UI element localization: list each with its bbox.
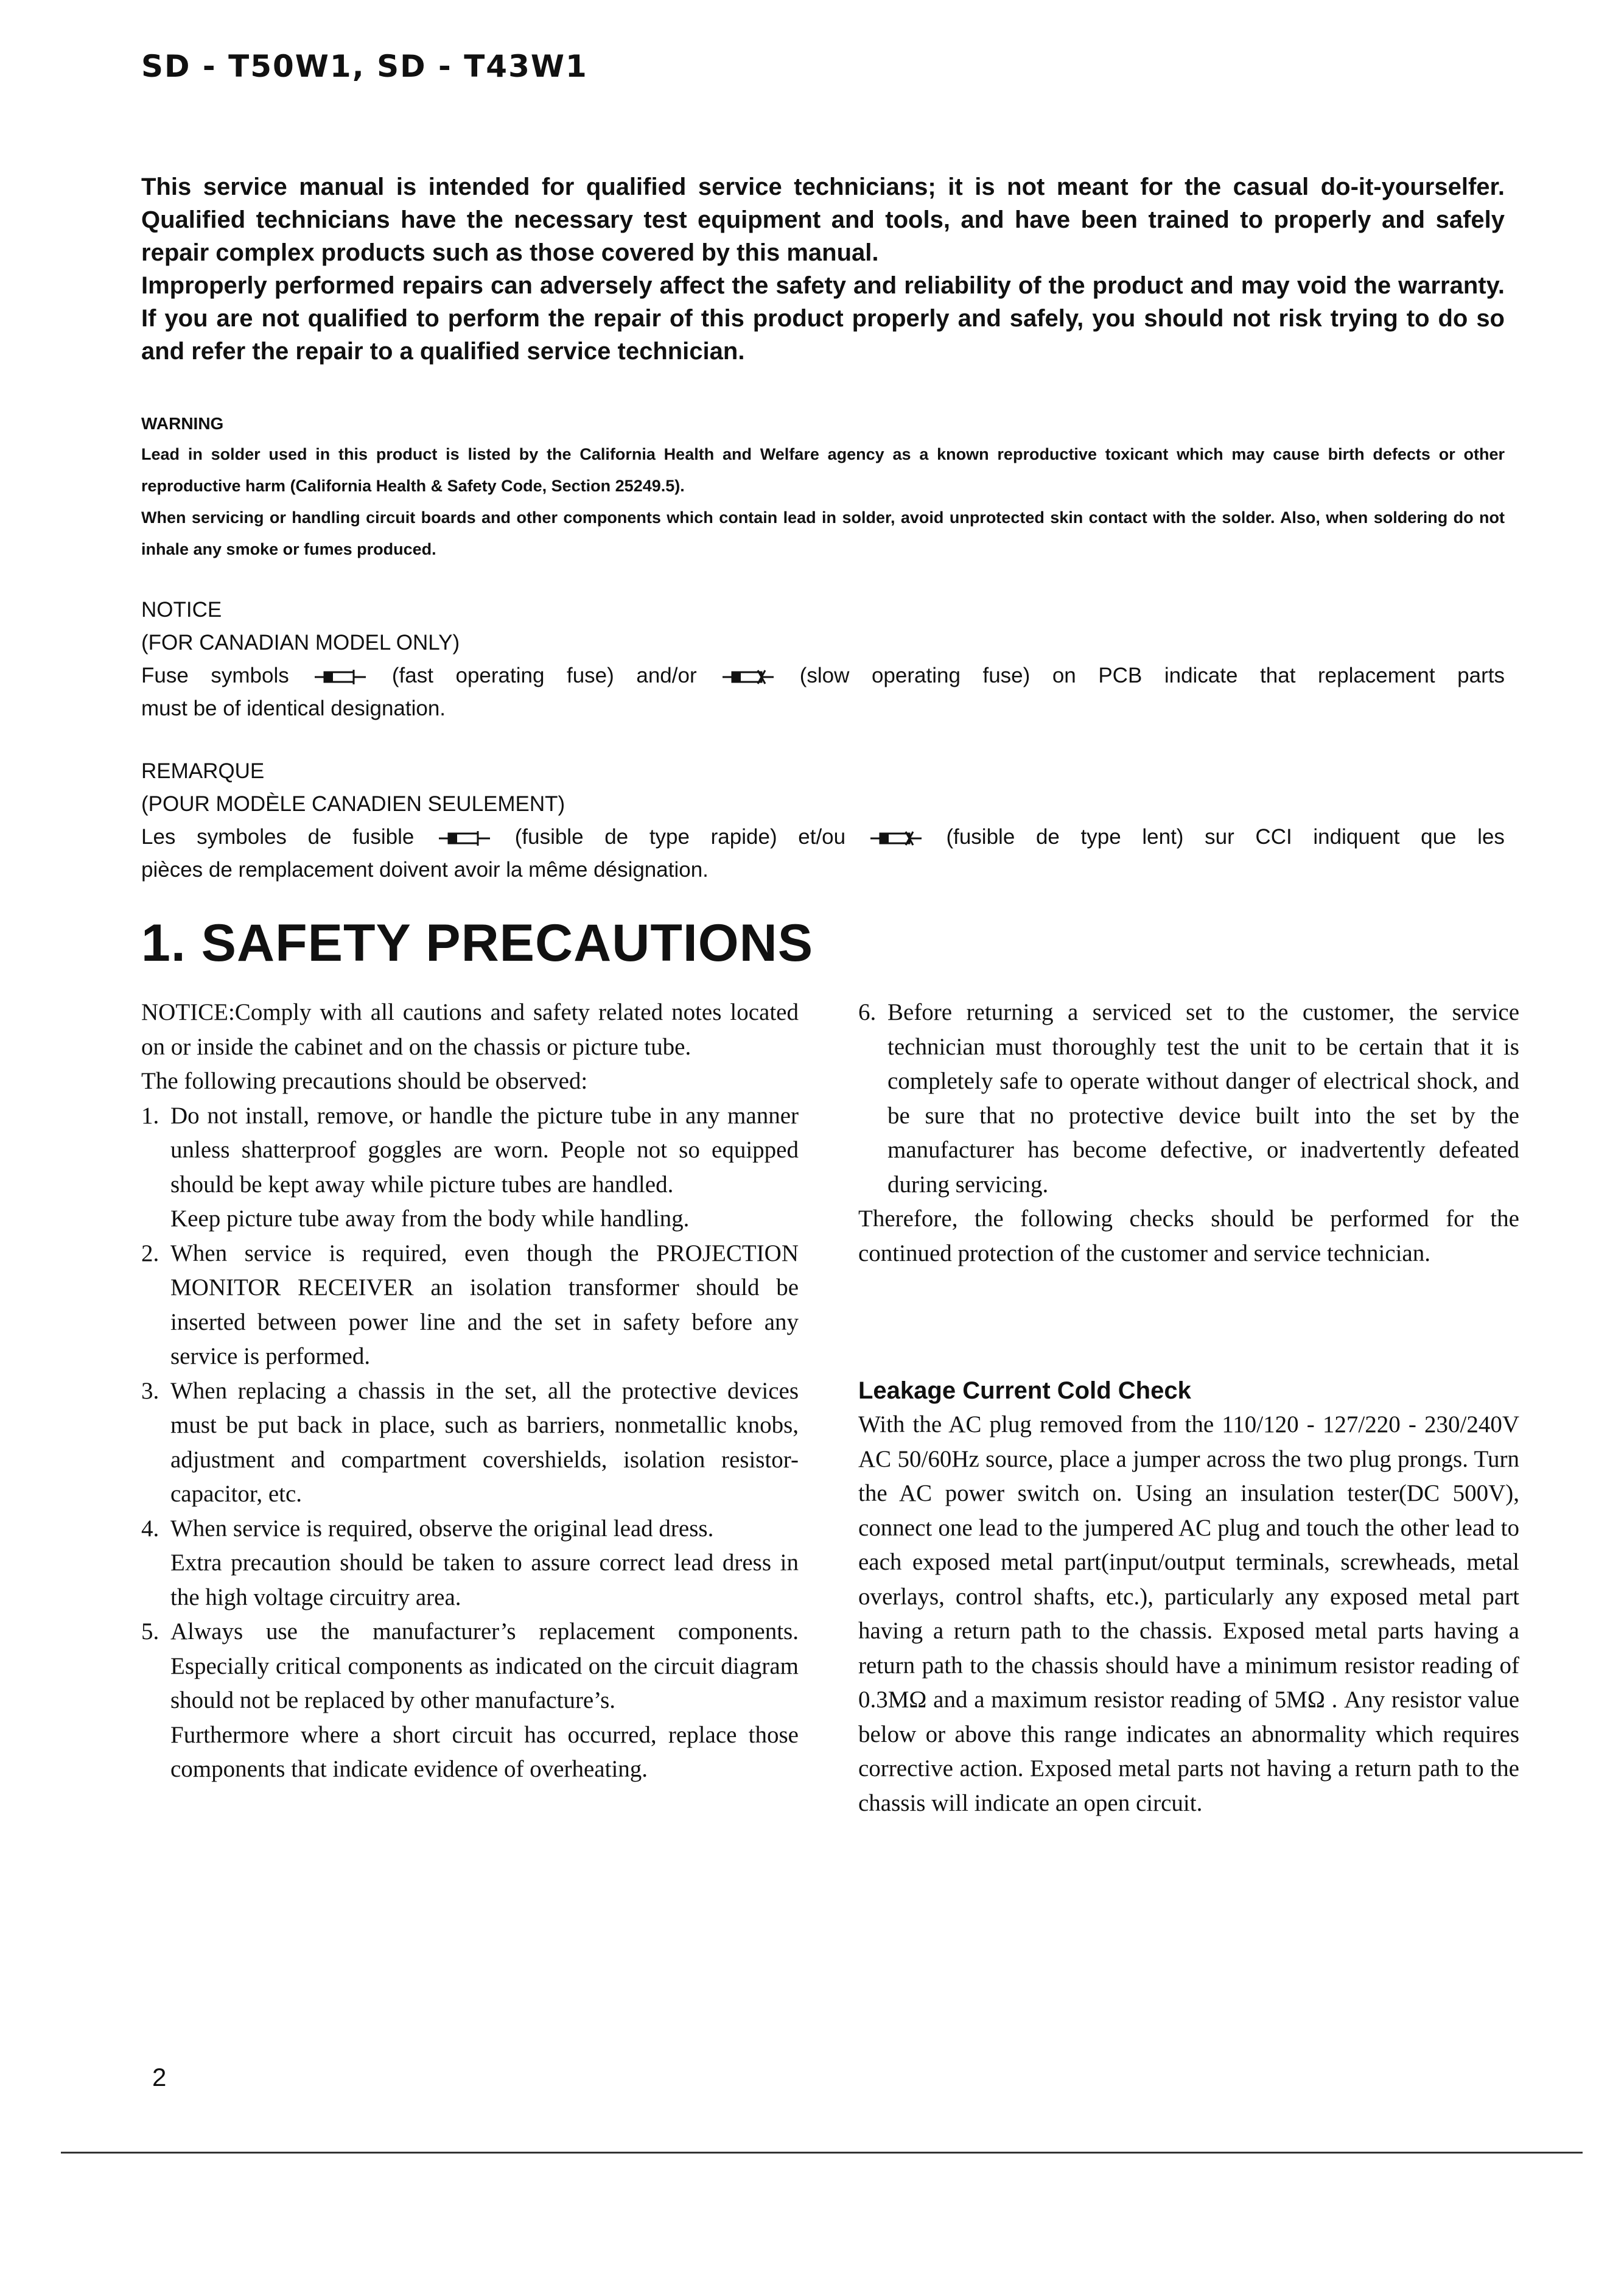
item-number: 3. <box>141 1377 159 1404</box>
item-extra: Keep picture tube away from the body while handling. <box>170 1206 690 1232</box>
item-number: 1. <box>141 1102 159 1129</box>
item-text: Do not install, remove, or handle the picture tube in any manner unless shatterproof goggles are worn. People not so equipped should be kept away while picture tubes are handled. <box>170 1102 799 1198</box>
intro-paragraph-1: This service manual is intended for qualified service technicians; it is not meant for the casual do-it-yourselfer. Qualified technicians have the necessary test equipment and tools, and have been trained to properly and safely repair complex products such as those covered by this manual. <box>141 174 1505 266</box>
remarque-text-c: (fusible de type lent) sur CCI indiquent que les <box>946 825 1505 849</box>
section-title: 1. SAFETY PRECAUTIONS <box>141 914 814 972</box>
item-number: 6. <box>858 999 877 1025</box>
leakage-title: Leakage Current Cold Check <box>858 1377 1191 1404</box>
notice-block-french <box>141 755 1505 886</box>
fast-fuse-icon <box>439 829 490 848</box>
fast-fuse-icon <box>315 668 366 686</box>
spacer <box>858 1271 1519 1374</box>
slow-fuse-icon <box>723 668 774 686</box>
notice-fuse-line <box>141 659 1505 692</box>
notice-text-b: (fast operating fuse) and/or <box>391 664 697 687</box>
right-column <box>858 995 1519 1820</box>
item-text: Before returning a serviced set to the customer, the service technician must thoroughly test the unit to be certain that it is completely safe to operate without danger of electrical shock, and be sure that no protective device built into the set by the manufacturer has become defective, or inadvertently defeated during servicing. <box>887 999 1519 1198</box>
safety-notice: NOTICE:Comply with all cautions and safety related notes located on or inside the cabinet and on the chassis or picture tube. <box>141 999 799 1060</box>
warning-block <box>141 409 1505 565</box>
precaution-item-4 <box>141 1512 799 1546</box>
remarque-subtitle: (POUR MODÈLE CANADIEN SEULEMENT) <box>141 792 565 816</box>
notice-text-d: must be of identical designation. <box>141 697 446 720</box>
notice-subtitle: (FOR CANADIAN MODEL ONLY) <box>141 631 460 655</box>
warning-title: WARNING <box>141 414 224 433</box>
item-number: 2. <box>141 1240 159 1266</box>
safety-therefore: Therefore, the following checks should be performed for the continued protection of the customer and service technician. <box>858 1206 1519 1266</box>
item-text: When service is required, observe the original lead dress. <box>170 1515 714 1542</box>
warning-paragraph-2: When servicing or handling circuit boards and other components which contain lead in solder, avoid unprotected skin contact with the solder. Also, when soldering do not inhale any smoke or fumes produced. <box>141 508 1505 558</box>
remarque-text-d: pièces de remplacement doivent avoir la même désignation. <box>141 858 709 882</box>
notice-text-a: Fuse symbols <box>141 664 289 687</box>
item-extra: Extra precaution should be taken to assure correct lead dress in the high voltage circuitry area. <box>170 1550 799 1610</box>
notice-title: NOTICE <box>141 598 222 622</box>
precaution-item-1 <box>141 1099 799 1202</box>
item-extra: Furthermore where a short circuit has occurred, replace those components that indicate evidence of overheating. <box>170 1721 799 1782</box>
precaution-item-6 <box>858 995 1519 1202</box>
item-number: 4. <box>141 1515 159 1542</box>
precaution-item-3 <box>141 1374 799 1512</box>
item-text: Always use the manufacturer’s replacement components. Especially critical components as indicated on the circuit diagram should not be replaced by other manufacture’s. <box>170 1618 799 1713</box>
page-number: 2 <box>152 2063 167 2091</box>
safety-following: The following precautions should be observed: <box>141 1068 588 1094</box>
item-number: 5. <box>141 1618 159 1645</box>
bottom-rule <box>61 2152 1583 2154</box>
precaution-item-2 <box>141 1237 799 1374</box>
left-column <box>141 995 799 1787</box>
leakage-text: With the AC plug removed from the 110/120 - 127/220 - 230/240V AC 50/60Hz source, place a jumper across the two plug prongs. Turn the AC power switch on. Using an insulation tester(DC 500V), connect one lead to the jumpered AC plug and touch the other lead to each exposed metal part(input/output terminals, screwheads, metal overlays, control shafts, etc.), particularly any exposed metal part having a return path to the chassis. Exposed metal parts having a return path to the chassis should have a minimum resistor reading of 0.3MΩ and a maximum resistor reading of 5MΩ . Any resistor value below or above this range indicates an abnormality which requires corrective action. Exposed metal parts not having a return path to the chassis will indicate an open circuit. <box>858 1411 1519 1816</box>
model-title: SD - T50W1, SD - T43W1 <box>141 49 588 84</box>
remarque-title: REMARQUE <box>141 759 265 783</box>
precaution-item-5 <box>141 1615 799 1718</box>
notice-text-c: (slow operating fuse) on PCB indicate that replacement parts <box>799 664 1505 687</box>
notice-block-english <box>141 594 1505 725</box>
item-text: When replacing a chassis in the set, all the protective devices must be put back in place, such as barriers, nonmetallic knobs, adjustment and compartment covershields, isolation resistor-capacitor, etc. <box>170 1377 799 1507</box>
remarque-fuse-line <box>141 821 1505 854</box>
remarque-text-a: Les symboles de fusible <box>141 825 415 849</box>
slow-fuse-icon <box>870 829 922 848</box>
intro-block <box>141 170 1505 368</box>
remarque-text-b: (fusible de type rapide) et/ou <box>514 825 846 849</box>
intro-paragraph-2: Improperly performed repairs can adversely affect the safety and reliability of the product and may void the warranty. If you are not qualified to perform the repair of this product properly and safely, you should not risk trying to do so and refer the repair to a qualified service technician. <box>141 272 1505 365</box>
item-text: When service is required, even though the PROJECTION MONITOR RECEIVER an isolation transformer should be inserted between power line and the set in safety before any service is performed. <box>170 1240 799 1369</box>
warning-paragraph-1: Lead in solder used in this product is listed by the California Health and Welfare agency as a known reproductive toxicant which may cause birth defects or other reproductive harm (California Health & Safety Code, Section 25249.5). <box>141 445 1505 495</box>
